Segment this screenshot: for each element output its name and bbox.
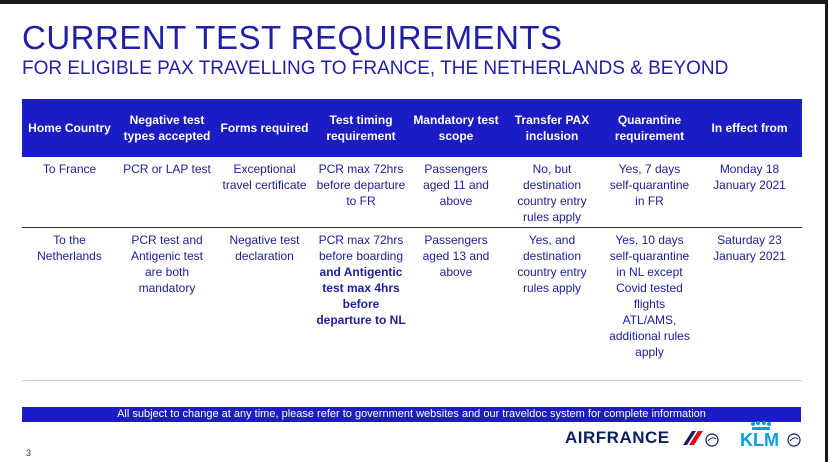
header-forms: Forms required — [217, 99, 312, 157]
cell-home-country: To the Netherlands — [22, 228, 117, 381]
cell-test-types: PCR or LAP test — [117, 157, 217, 228]
requirements-table — [22, 99, 802, 381]
cell-timing: PCR max 72hrs before departure to FR — [312, 157, 410, 228]
skyteam-seal-icon — [787, 433, 801, 447]
cell-quarantine: Yes, 10 days self-quarantine in NL except Covid tested flights ATL/AMS, additional rules apply — [602, 228, 697, 381]
top-border — [0, 0, 828, 4]
header-timing: Test timing requirement — [312, 99, 410, 157]
cell-scope: Passengers aged 11 and above — [410, 157, 502, 228]
cell-home-country: To France — [22, 157, 117, 228]
header-effective: In effect from — [697, 99, 802, 157]
cell-forms: Negative test declaration — [217, 228, 312, 381]
header-scope: Mandatory test scope — [410, 99, 502, 157]
table-row-netherlands — [22, 228, 802, 381]
header-test-types: Negative test types accepted — [117, 99, 217, 157]
page-number: 3 — [26, 448, 32, 458]
header-home-country: Home Country — [22, 99, 117, 157]
slide-title: CURRENT TEST REQUIREMENTS — [22, 19, 563, 56]
cell-timing — [312, 228, 410, 381]
airfrance-stripe-icon — [683, 430, 703, 446]
table-header-row — [22, 99, 802, 157]
klm-logo: KLM — [740, 430, 779, 450]
slide-subtitle: FOR ELIGIBLE PAX TRAVELLING TO FRANCE, THE NETHERLANDS & BEYOND — [22, 58, 729, 79]
cell-transfer: No, but destination country entry rules apply — [502, 157, 602, 228]
cell-test-types: PCR test and Antigenic test are both mandatory — [117, 228, 217, 381]
footer-disclaimer: All subject to change at any time, please refer to government websites and our traveldoc system for complete information — [22, 407, 801, 422]
header-transfer: Transfer PAX inclusion — [502, 99, 602, 157]
cell-effective: Monday 18 January 2021 — [697, 157, 802, 228]
cell-quarantine: Yes, 7 days self-quarantine in FR — [602, 157, 697, 228]
airfrance-logo: AIRFRANCE — [565, 428, 670, 447]
timing-plain-text: PCR max 72hrs before boarding — [318, 233, 404, 263]
cell-scope: Passengers aged 13 and above — [410, 228, 502, 381]
timing-bold-text: and Antigentic test max 4hrs before departure to NL — [316, 265, 406, 327]
table-row-france — [22, 157, 802, 228]
header-quarantine: Quarantine requirement — [602, 99, 697, 157]
skyteam-seal-icon — [705, 433, 719, 447]
cell-effective: Saturday 23 January 2021 — [697, 228, 802, 381]
cell-transfer: Yes, and destination country entry rules apply — [502, 228, 602, 381]
cell-forms: Exceptional travel certificate — [217, 157, 312, 228]
